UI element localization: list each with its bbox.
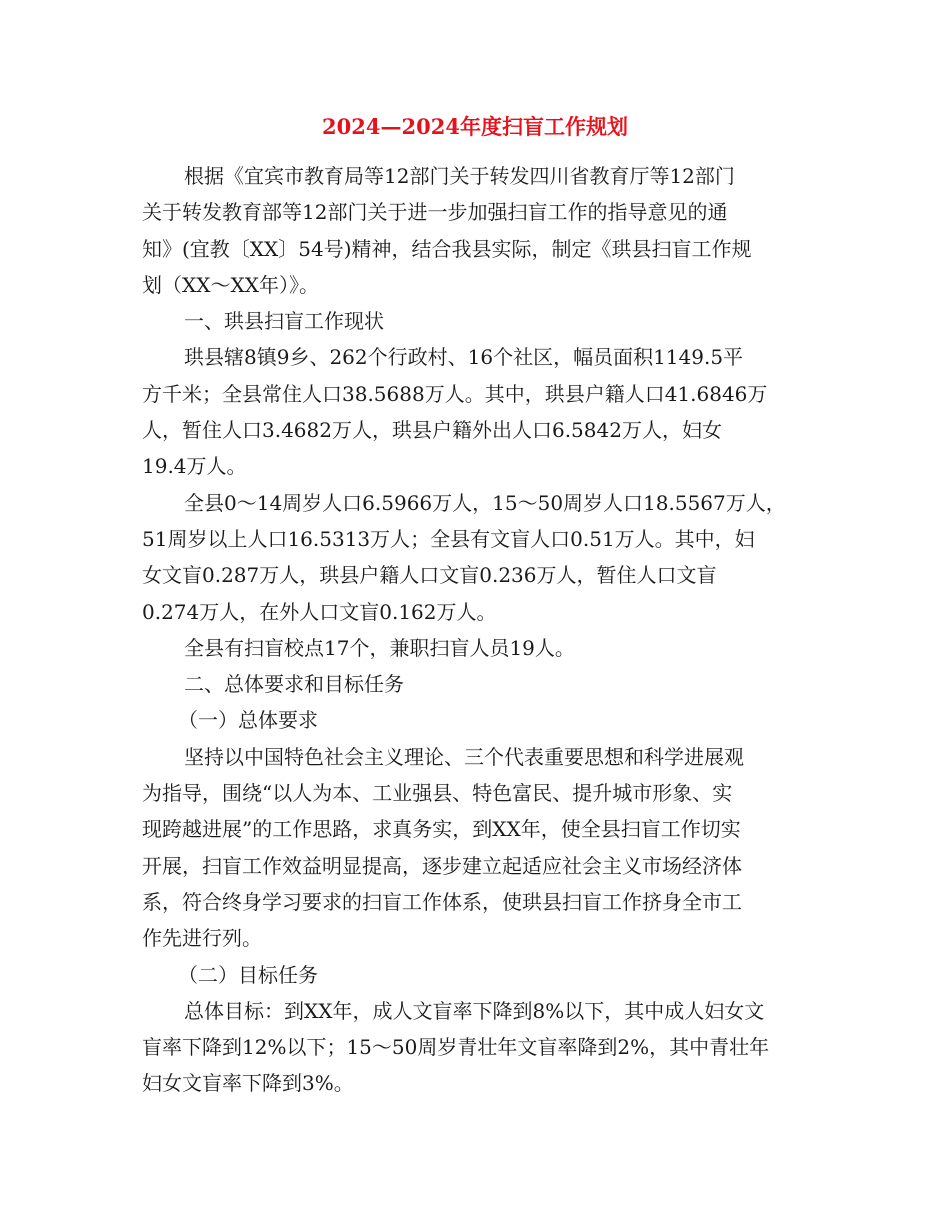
body-line: 珙县辖8镇9乡、262个行政村、16个社区，幅员面积1149.5平: [184, 345, 744, 370]
body-line: 开展，扫盲工作效益明显提高，逐步建立起适应社会主义市场经济体: [142, 853, 742, 878]
body-line: 全县0～14周岁人口6.5966万人，15～50周岁人口18.5567万人，: [184, 490, 786, 515]
document-title: 2024—2024年度扫盲工作规划: [322, 114, 628, 139]
subsection-heading: （二）目标任务: [178, 962, 318, 987]
body-line: 关于转发教育部等12部门关于进一步加强扫盲工作的指导意见的通: [142, 200, 728, 225]
body-line: 0.274万人，在外人口文盲0.162万人。: [142, 599, 497, 624]
section-heading: 一、珙县扫盲工作现状: [184, 309, 384, 334]
body-line: 19.4万人。: [142, 454, 247, 479]
body-line: 总体目标：到XX年，成人文盲率下降到8%以下，其中成人妇女文: [184, 998, 765, 1023]
section-heading: 二、总体要求和目标任务: [184, 672, 404, 697]
body-line: 妇女文盲率下降到3%。: [142, 1071, 354, 1096]
body-line: 51周岁以上人口16.5313万人；全县有文盲人口0.51万人。其中，妇: [142, 526, 755, 551]
body-line: 盲率下降到12%以下；15～50周岁青壮年文盲率降到2%，其中青壮年: [142, 1035, 770, 1060]
body-line: 作先进行列。: [142, 926, 262, 951]
body-line: 方千米；全县常住人口38.5688万人。其中，珙县户籍人口41.6846万: [142, 381, 768, 406]
body-line: 系，符合终身学习要求的扫盲工作体系，使珙县扫盲工作挤身全市工: [142, 889, 742, 914]
body-line: 坚持以中国特色社会主义理论、三个代表重要思想和科学进展观: [184, 744, 744, 769]
body-line: 现跨越进展”的工作思路，求真务实，到XX年，使全县扫盲工作切实: [142, 817, 741, 842]
body-line: 人，暂住人口3.4682万人，珙县户籍外出人口6.5842万人，妇女: [142, 418, 722, 443]
body-line: 全县有扫盲校点17个，兼职扫盲人员19人。: [184, 635, 575, 660]
subsection-heading: （一）总体要求: [178, 708, 318, 733]
body-line: 女文盲0.287万人，珙县户籍人口文盲0.236万人，暂住人口文盲: [142, 563, 717, 588]
document-body: [142, 158, 810, 1102]
body-line: 根据《宜宾市教育局等12部门关于转发四川省教育厅等12部门: [184, 164, 735, 188]
body-line: 划（XX～XX年）》。: [142, 272, 319, 297]
body-line: 知》(宜教〔XX〕54号)精神，结合我县实际，制定《珙县扫盲工作规: [142, 236, 752, 261]
body-line: 为指导，围绕“以人为本、工业强县、特色富民、提升城市形象、实: [142, 781, 733, 806]
